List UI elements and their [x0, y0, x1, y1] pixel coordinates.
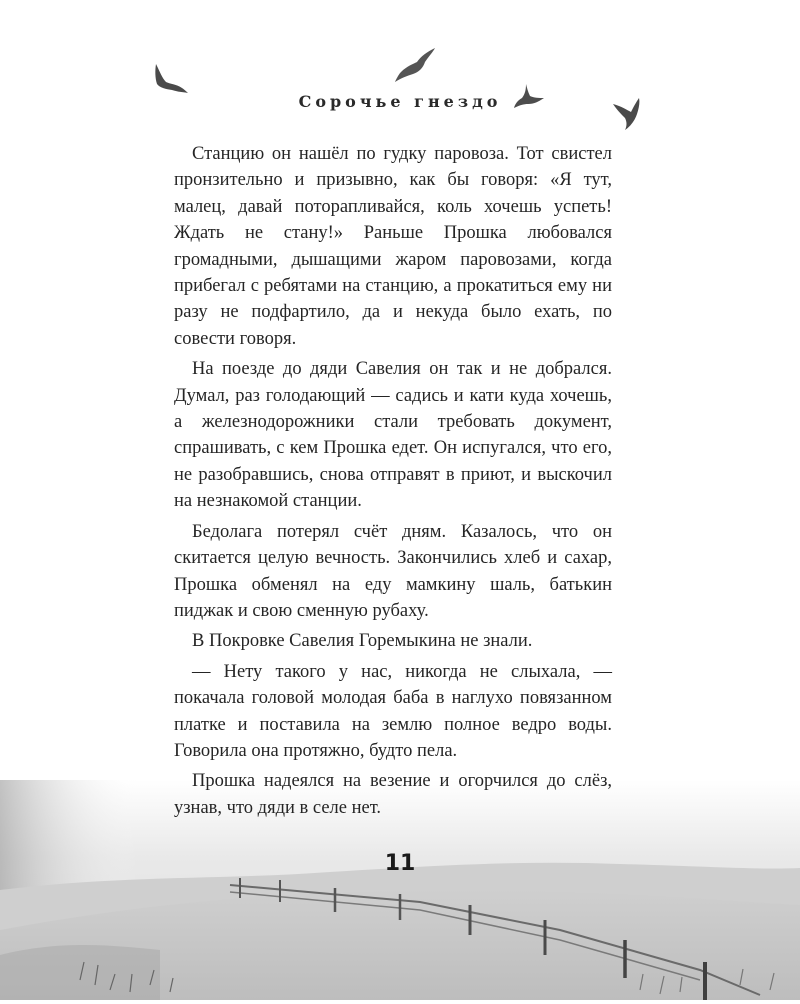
running-header-title: Сорочье гнездо [298, 92, 502, 111]
paragraph: В Покровке Савелия Горемыкина не знали. [192, 631, 533, 652]
page-number: 11 [384, 851, 416, 876]
paragraph: Станцию он нашёл по гудку паровоза. Тот свистел пронзительно и призывно, как бы говоря: «Я тут, малец, давай поторапливайся, коль хочешь успеть! Ждать не стану!» Раньше Прошка любовался громадными, дышащими жаром паровозами, когда прибегал с ребятами на станцию, а прокатиться ему ни разу не подфартило, да и некуда было ехать, по совести говоря. [174, 144, 612, 349]
bird-silhouette-icon [393, 46, 437, 86]
bird-silhouette-icon [152, 62, 190, 96]
paragraph: — Нету такого у нас, никогда не слыхала, — покачала головой молодая баба в наглухо повязанном платке и поставила на землю полное ведро воды. Говорила она протяжно, будто пела. [174, 661, 612, 761]
body-text [174, 141, 612, 825]
paragraph: На поезде до дяди Савелия он так и не добрался. Думал, раз голодающий — садись и кати куда хочешь, а железнодорожники стали требовать документ, спрашивать, с кем Прошка едет. Он испугался, что его, не разобравшись, снова отправят в приют, и выскочил на незнакомой станции. [174, 359, 612, 512]
paragraph: Прошка надеялся на везение и огорчился до слёз, узнав, что дяди в селе нет. [174, 771, 612, 818]
paragraph: Бедолага потерял счёт дням. Казалось, что он скитается целую вечность. Закончились хлеб и сахар, Прошка обменял на еду мамкину шаль, батькин пиджак и свою сменную рубаху. [174, 521, 612, 621]
